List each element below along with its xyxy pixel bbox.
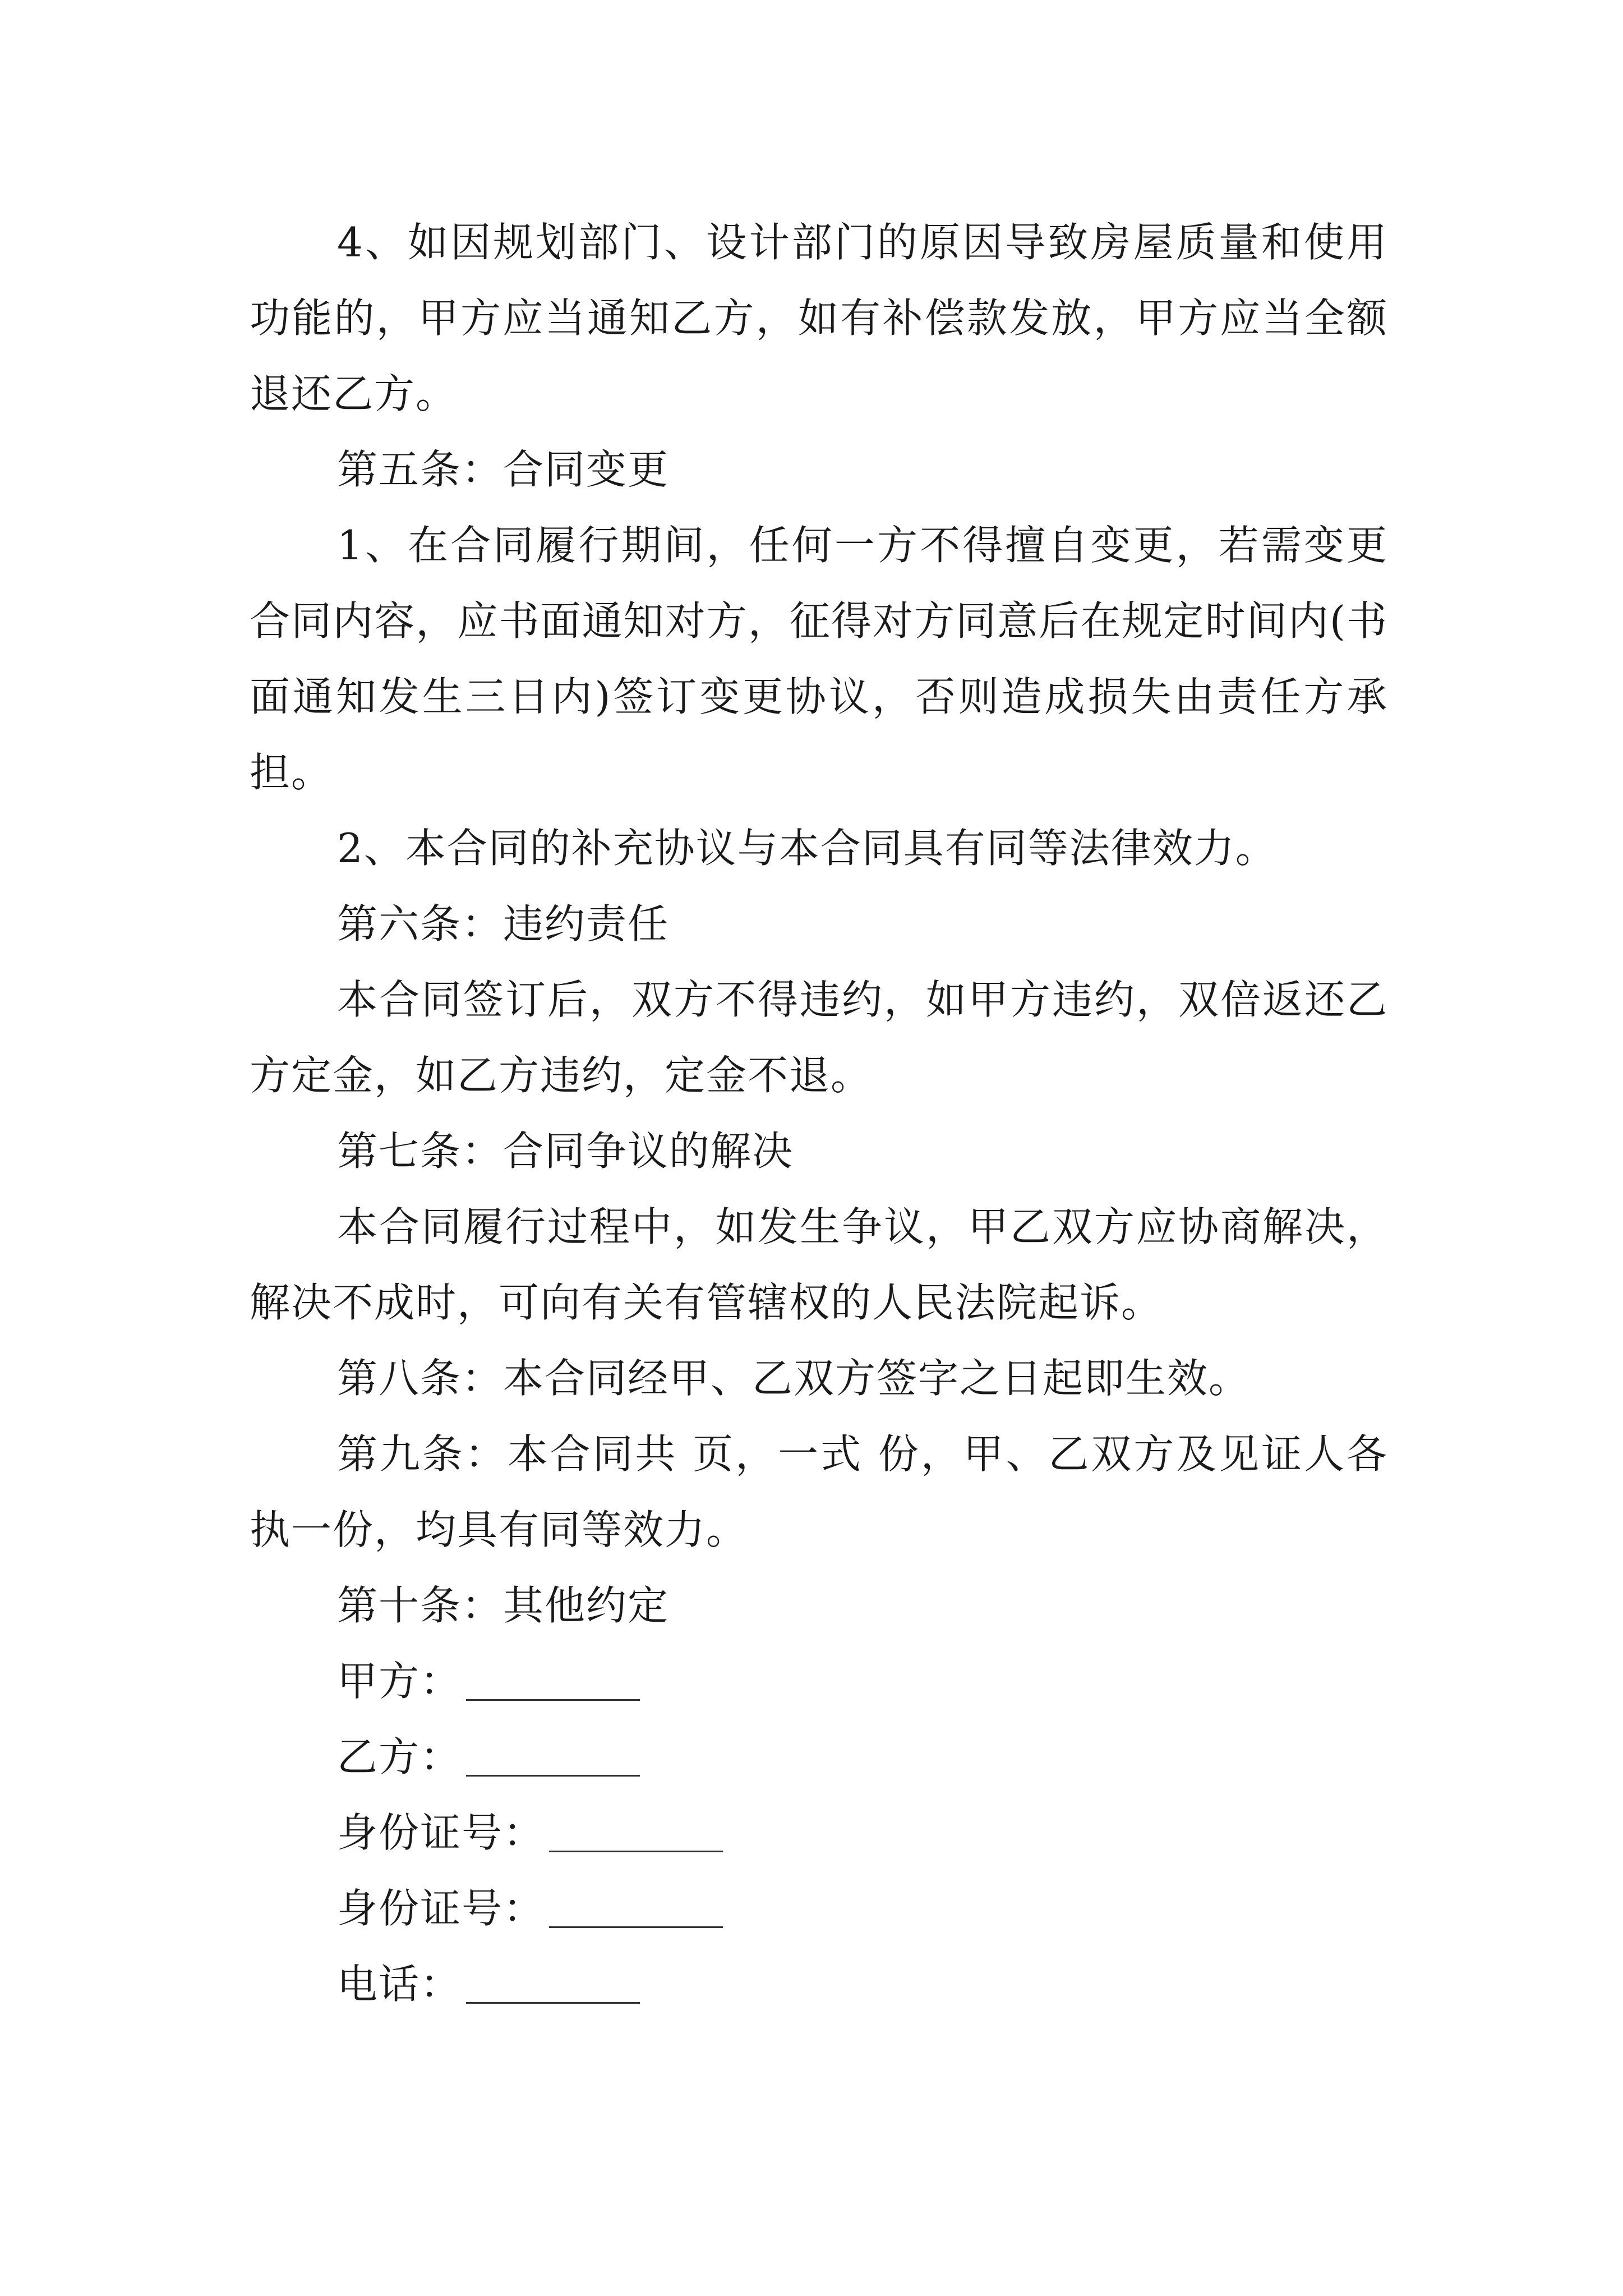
signature-line-party-a <box>250 1644 1388 1719</box>
paragraph-article-6: 本合同签订后，双方不得违约，如甲方违约，双倍返还乙方定金，如乙方违约，定金不退。 <box>250 976 1388 1099</box>
signature-line-phone <box>250 1947 1388 2022</box>
paragraph-article-8: 第八条：本合同经甲、乙双方签字之日起即生效。 <box>337 1355 1251 1402</box>
signature-label-phone: 电话： <box>337 1961 462 2008</box>
signature-blank-phone <box>466 1957 640 2004</box>
paragraph-clause-5-2: 2、本合同的补充协议与本合同具有同等法律效力。 <box>337 825 1277 872</box>
paragraph-clause-5-1: 1、在合同履行期间，任何一方不得擅自变更，若需变更合同内容，应书面通知对方，征得对方同意后在规定时间内(书面通知发生三日内)签订变更协议，否则造成损失由责任方承担。 <box>250 522 1388 796</box>
signature-label-party-b: 乙方： <box>337 1733 462 1780</box>
signature-label-party-a: 甲方： <box>337 1658 462 1705</box>
heading-article-6: 第六条：违约责任 <box>337 900 670 947</box>
signature-line-id-number-a <box>250 1795 1388 1871</box>
heading-article-5: 第五条：合同变更 <box>337 446 670 493</box>
signature-line-id-number-b <box>250 1871 1388 1947</box>
signature-blank-id-number-b <box>549 1881 723 1928</box>
paragraph-article-7: 本合同履行过程中，如发生争议，甲乙双方应协商解决，解决不成时，可向有关有管辖权的人民法院起诉。 <box>250 1203 1388 1326</box>
signature-label-id-number-b: 身份证号： <box>337 1885 545 1932</box>
signature-line-party-b <box>250 1719 1388 1795</box>
paragraph-clause-4-4: 4、如因规划部门、设计部门的原因导致房屋质量和使用功能的，甲方应当通知乙方，如有补偿款发放，甲方应当全额退还乙方。 <box>250 219 1388 417</box>
document-body <box>250 205 1388 2022</box>
signature-blank-party-b <box>466 1730 640 1777</box>
signature-blank-id-number-a <box>549 1806 723 1852</box>
signature-label-id-number-a: 身份证号： <box>337 1809 545 1856</box>
heading-article-10: 第十条：其他约定 <box>337 1582 670 1629</box>
signature-blank-party-a <box>466 1654 640 1701</box>
heading-article-7: 第七条：合同争议的解决 <box>337 1128 794 1175</box>
paragraph-article-9: 第九条：本合同共 页，一式 份，甲、乙双方及见证人各执一份，均具有同等效力。 <box>250 1430 1388 1553</box>
